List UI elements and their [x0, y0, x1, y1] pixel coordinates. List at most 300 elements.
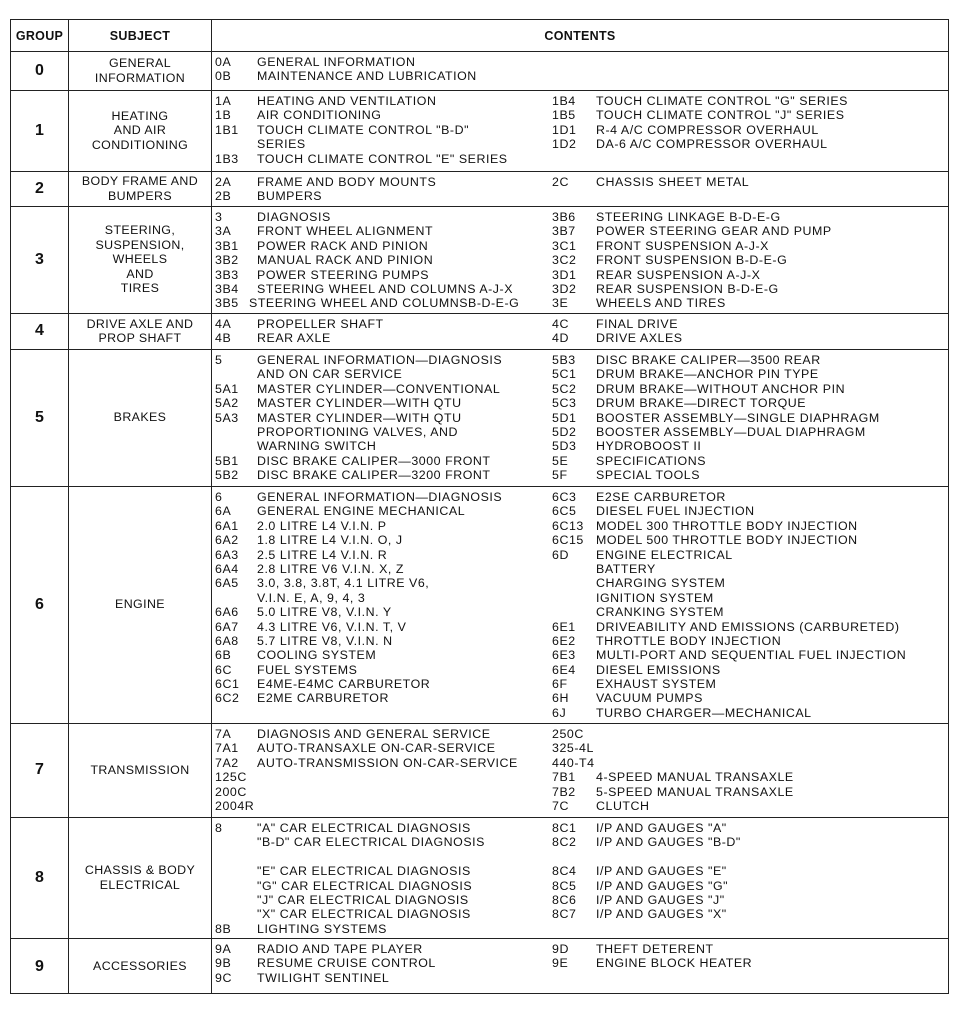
section-title: COOLING SYSTEM: [257, 648, 377, 663]
list-item: [215, 770, 551, 784]
section-title: RESUME CRUISE CONTROL: [257, 956, 436, 971]
group-column-divider: [68, 20, 69, 993]
list-item: [552, 468, 947, 482]
section-code: 9A: [215, 942, 232, 956]
section-title: I/P AND GAUGES "G": [596, 878, 729, 893]
list-item: [215, 907, 551, 921]
section-code: 6E1: [552, 619, 576, 634]
list-item: [552, 663, 947, 677]
section-code: 5A2: [215, 396, 239, 411]
section-title: PROPELLER SHAFT: [257, 317, 384, 331]
list-item: [215, 69, 551, 83]
right-contents-column: [552, 317, 947, 346]
section-code: 6C: [215, 662, 232, 677]
section-code: 3B3: [215, 267, 239, 282]
section-code: 2B: [215, 189, 232, 204]
list-item: [215, 353, 551, 367]
section-title: E4ME-E4MC CARBURETOR: [257, 677, 431, 692]
table-row: [11, 51, 948, 90]
section-title: AIR CONDITIONING: [257, 108, 382, 123]
list-item: [552, 691, 947, 705]
section-code: 6H: [552, 691, 569, 706]
section-code: 440-T4: [552, 755, 595, 770]
left-contents-column: [215, 55, 551, 84]
section-title: FRONT SUSPENSION B-D-E-G: [596, 253, 788, 268]
list-item: [215, 268, 551, 282]
section-code: 5A1: [215, 381, 239, 396]
list-item: [215, 576, 551, 590]
list-item: [215, 942, 551, 956]
section-title: MANUAL RACK AND PINION: [257, 253, 434, 268]
section-code: 4A: [215, 317, 232, 331]
section-code: 5F: [552, 468, 568, 483]
list-item: [215, 850, 551, 864]
table-row: [11, 486, 948, 723]
section-title: 5-SPEED MANUAL TRANSAXLE: [596, 784, 794, 799]
section-title: DIAGNOSIS AND GENERAL SERVICE: [257, 727, 491, 741]
section-code: 8C6: [552, 892, 577, 907]
section-code: 6C13: [552, 518, 584, 533]
section-title: DIAGNOSIS: [257, 210, 331, 224]
section-code: 3E: [552, 296, 569, 311]
section-title: RADIO AND TAPE PLAYER: [257, 942, 423, 956]
section-title: DA-6 A/C COMPRESSOR OVERHAUL: [596, 137, 828, 152]
group-number: 0: [35, 61, 44, 79]
left-contents-column: [215, 353, 551, 483]
section-title: DRIVE AXLES: [596, 331, 683, 346]
section-code: 325-4L: [552, 741, 594, 756]
list-item: [552, 439, 947, 453]
subject-column-divider: [211, 20, 212, 993]
section-code: 1B: [215, 108, 232, 123]
list-item: [552, 519, 947, 533]
header-subject: SUBJECT: [109, 28, 171, 43]
section-code: 6C15: [552, 533, 584, 548]
list-item: [215, 648, 551, 662]
list-item: [552, 864, 947, 878]
list-item: [215, 296, 551, 310]
list-item: [215, 835, 551, 849]
section-title: CHASSIS SHEET METAL: [596, 175, 750, 189]
section-code: 9B: [215, 956, 232, 971]
section-code: 4C: [552, 317, 569, 331]
section-code: 6F: [552, 677, 568, 692]
section-title: DRIVEABILITY AND EMISSIONS (CARBURETED): [596, 619, 900, 634]
section-code: 6J: [552, 705, 567, 720]
section-title: I/P AND GAUGES "B-D": [596, 835, 741, 850]
list-item: [215, 956, 551, 970]
section-title: I/P AND GAUGES "X": [596, 907, 727, 922]
section-code: 5D2: [552, 424, 577, 439]
section-title: R-4 A/C COMPRESSOR OVERHAUL: [596, 122, 819, 137]
section-code: 2004R: [215, 798, 255, 813]
list-item: [215, 282, 551, 296]
list-item: [552, 548, 947, 562]
section-title: 3.0, 3.8, 3.8T, 4.1 LITRE V6,: [257, 576, 430, 591]
section-code: 4B: [215, 331, 232, 346]
list-item: [215, 411, 551, 425]
list-item: [552, 634, 947, 648]
section-code: 4D: [552, 331, 569, 346]
section-code: 6A7: [215, 619, 239, 634]
left-contents-column: [215, 317, 551, 346]
subject-text: ACCESSORIES: [93, 959, 187, 974]
list-item: [552, 411, 947, 425]
left-contents-column: [215, 210, 551, 311]
right-contents-column: [552, 175, 947, 189]
list-item: [215, 396, 551, 410]
list-item: [552, 94, 947, 108]
section-code: 5: [215, 353, 223, 367]
list-item: [215, 519, 551, 533]
section-code: 8C2: [552, 835, 577, 850]
section-code: 0B: [215, 69, 232, 84]
section-code: 6A6: [215, 605, 239, 620]
section-title: MODEL 300 THROTTLE BODY INJECTION: [596, 518, 858, 533]
subject-text: BRAKES: [113, 410, 167, 425]
list-item: [552, 562, 947, 576]
section-title: TWILIGHT SENTINEL: [257, 970, 390, 985]
section-code: 0A: [215, 55, 232, 69]
section-title: "J" CAR ELECTRICAL DIAGNOSIS: [257, 892, 469, 907]
subject-text: CHASSIS & BODY ELECTRICAL: [84, 863, 196, 892]
section-title: REAR SUSPENSION A-J-X: [596, 267, 761, 282]
section-code: 5C1: [552, 367, 577, 382]
section-code: 7A: [215, 727, 232, 741]
list-item: [552, 770, 947, 784]
section-code: 6C1: [215, 677, 240, 692]
section-code: 6E3: [552, 648, 576, 663]
list-item: [552, 123, 947, 137]
table-row: [11, 349, 948, 486]
section-title: TURBO CHARGER—MECHANICAL: [596, 705, 812, 720]
section-title: BUMPERS: [257, 189, 323, 204]
section-code: 5B3: [552, 353, 576, 367]
section-title: "A" CAR ELECTRICAL DIAGNOSIS: [257, 821, 471, 835]
subject-text: HEATING AND AIR CONDITIONING: [91, 108, 189, 152]
section-title: "G" CAR ELECTRICAL DIAGNOSIS: [257, 878, 473, 893]
section-title: REAR AXLE: [257, 331, 331, 346]
subject-cell: [69, 90, 211, 171]
right-contents-column: [552, 490, 947, 720]
section-title: E2ME CARBURETOR: [257, 691, 389, 706]
left-contents-column: [215, 727, 551, 813]
subject-text: DRIVE AXLE AND PROP SHAFT: [86, 316, 194, 345]
table-row: [11, 723, 948, 817]
list-item: [552, 907, 947, 921]
list-item: [215, 785, 551, 799]
section-code: 6D: [552, 547, 569, 562]
list-item: [215, 490, 551, 504]
list-item: [215, 591, 551, 605]
section-code: 125C: [215, 770, 247, 785]
list-item: [552, 879, 947, 893]
subject-cell: [69, 171, 211, 206]
list-item: [552, 224, 947, 238]
section-code: 7B1: [552, 770, 576, 785]
section-title: CRANKING SYSTEM: [596, 605, 725, 620]
subject-cell: [69, 313, 211, 349]
section-code: 3B2: [215, 253, 239, 268]
list-item: [215, 175, 551, 189]
list-item: [215, 821, 551, 835]
list-item: [215, 879, 551, 893]
section-title: 4.3 LITRE V6, V.I.N. T, V: [257, 619, 407, 634]
section-title: DISC BRAKE CALIPER—3200 FRONT: [257, 468, 491, 483]
list-item: [215, 425, 551, 439]
section-code: 8C1: [552, 821, 577, 835]
list-item: [552, 821, 947, 835]
list-item: [215, 756, 551, 770]
section-code: 3B4: [215, 281, 239, 296]
list-item: [552, 504, 947, 518]
list-item: [215, 893, 551, 907]
section-title: SPECIAL TOOLS: [596, 468, 701, 483]
section-title: STEERING WHEEL AND COLUMNS A-J-X: [257, 281, 514, 296]
list-item: [552, 727, 947, 741]
list-item: [215, 922, 551, 936]
section-title: VACUUM PUMPS: [596, 691, 703, 706]
list-item: [552, 850, 947, 864]
section-code: 3B5: [215, 296, 239, 311]
section-code: 5E: [552, 453, 569, 468]
section-title: 5.0 LITRE V8, V.I.N. Y: [257, 605, 392, 620]
section-title: 4-SPEED MANUAL TRANSAXLE: [596, 770, 794, 785]
section-title: WARNING SWITCH: [257, 439, 377, 454]
right-contents-column: [552, 353, 947, 483]
section-code: 1D1: [552, 122, 577, 137]
list-item: [552, 268, 947, 282]
list-item: [552, 835, 947, 849]
section-title: GENERAL INFORMATION: [257, 55, 416, 69]
contents-table: [10, 19, 949, 994]
list-item: [215, 367, 551, 381]
section-code: 3: [215, 210, 223, 224]
section-title: TOUCH CLIMATE CONTROL "G" SERIES: [596, 94, 848, 108]
list-item: [215, 504, 551, 518]
section-code: 6A: [215, 504, 232, 519]
list-item: [215, 741, 551, 755]
section-code: 3B1: [215, 238, 239, 253]
list-item: [215, 239, 551, 253]
section-title: TOUCH CLIMATE CONTROL "J" SERIES: [596, 108, 845, 123]
list-item: [552, 210, 947, 224]
section-title: STEERING LINKAGE B-D-E-G: [596, 210, 781, 224]
subject-cell: [69, 206, 211, 313]
group-number: 2: [35, 179, 44, 197]
section-code: 5D1: [552, 410, 577, 425]
section-title: HYDROBOOST II: [596, 439, 702, 454]
section-code: 6A1: [215, 518, 239, 533]
header-group: GROUP: [15, 28, 64, 43]
section-title: DIESEL EMISSIONS: [596, 662, 721, 677]
right-contents-column: [552, 210, 947, 311]
list-item: [215, 468, 551, 482]
list-item: [552, 576, 947, 590]
section-code: 8: [215, 821, 223, 835]
section-title: ENGINE ELECTRICAL: [596, 547, 733, 562]
list-item: [552, 108, 947, 122]
table-row: [11, 938, 948, 995]
left-contents-column: [215, 490, 551, 706]
section-code: 6E4: [552, 662, 576, 677]
section-code: 6A5: [215, 576, 239, 591]
section-code: 2A: [215, 175, 232, 189]
section-title: IGNITION SYSTEM: [596, 590, 714, 605]
section-title: FRONT SUSPENSION A-J-X: [596, 238, 769, 253]
section-title: POWER RACK AND PINION: [257, 238, 429, 253]
group-number: 4: [35, 322, 44, 339]
section-code: 3C2: [552, 253, 577, 268]
section-title: FRONT WHEEL ALIGNMENT: [257, 224, 434, 239]
section-code: 1B5: [552, 108, 576, 123]
section-title: 2.0 LITRE L4 V.I.N. P: [257, 518, 387, 533]
section-code: 6C3: [552, 490, 577, 504]
section-title: TOUCH CLIMATE CONTROL "E" SERIES: [257, 151, 508, 166]
list-item: [552, 296, 947, 310]
section-title: MAINTENANCE AND LUBRICATION: [257, 69, 477, 84]
table-row: [11, 90, 948, 171]
table-row: [11, 817, 948, 938]
section-title: HEATING AND VENTILATION: [257, 94, 437, 108]
section-title: GENERAL INFORMATION—DIAGNOSIS: [257, 353, 503, 367]
subject-cell: [69, 51, 211, 90]
group-number: 1: [35, 121, 44, 139]
section-title: FUEL SYSTEMS: [257, 662, 358, 677]
header-contents: CONTENTS: [544, 28, 616, 43]
section-code: 5D3: [552, 439, 577, 454]
section-title: SPECIFICATIONS: [596, 453, 707, 468]
list-item: [552, 893, 947, 907]
section-title: ENGINE BLOCK HEATER: [596, 956, 753, 971]
section-code: 250C: [552, 727, 584, 741]
section-code: 7A1: [215, 741, 239, 756]
group-number: 3: [35, 250, 44, 268]
list-item: [552, 367, 947, 381]
subject-cell: [69, 817, 211, 938]
section-code: 2C: [552, 175, 569, 189]
section-title: POWER STEERING PUMPS: [257, 267, 430, 282]
section-title: "X" CAR ELECTRICAL DIAGNOSIS: [257, 907, 471, 922]
section-title: REAR SUSPENSION B-D-E-G: [596, 281, 779, 296]
list-item: [552, 605, 947, 619]
list-item: [215, 317, 551, 331]
group-number: 9: [35, 957, 44, 975]
list-item: [215, 620, 551, 634]
list-item: [215, 439, 551, 453]
list-item: [552, 741, 947, 755]
left-contents-column: [215, 942, 551, 985]
section-title: GENERAL INFORMATION—DIAGNOSIS: [257, 490, 503, 504]
section-code: 3D1: [552, 267, 577, 282]
section-title: POWER STEERING GEAR AND PUMP: [596, 224, 832, 239]
section-code: 6A3: [215, 547, 239, 562]
list-item: [552, 677, 947, 691]
right-contents-column: [552, 821, 947, 922]
table-row: [11, 313, 948, 349]
section-title: V.I.N. E, A, 9, 4, 3: [257, 590, 366, 605]
section-title: EXHAUST SYSTEM: [596, 677, 717, 692]
list-item: [552, 454, 947, 468]
section-code: 7B2: [552, 784, 576, 799]
section-title: MASTER CYLINDER—WITH QTU: [257, 410, 462, 425]
table-row: [11, 171, 948, 206]
section-title: THROTTLE BODY INJECTION: [596, 633, 782, 648]
section-code: 5B1: [215, 453, 239, 468]
section-title: SERIES: [257, 137, 306, 152]
list-item: [552, 706, 947, 720]
section-title: BOOSTER ASSEMBLY—DUAL DIAPHRAGM: [596, 424, 866, 439]
section-code: 5B2: [215, 468, 239, 483]
section-code: 1B3: [215, 151, 239, 166]
list-item: [552, 648, 947, 662]
group-number: 8: [35, 868, 44, 886]
section-title: DRUM BRAKE—DIRECT TORQUE: [596, 396, 807, 411]
list-item: [215, 152, 551, 166]
section-title: 2.8 LITRE V6 V.I.N. X, Z: [257, 561, 405, 576]
section-title: MASTER CYLINDER—WITH QTU: [257, 396, 462, 411]
list-item: [552, 942, 947, 956]
section-title: FRAME AND BODY MOUNTS: [257, 175, 437, 189]
section-code: 8C7: [552, 907, 577, 922]
list-item: [215, 224, 551, 238]
section-code: 6C5: [552, 504, 577, 519]
section-code: 1B1: [215, 122, 239, 137]
section-code: 5A3: [215, 410, 239, 425]
list-item: [552, 331, 947, 345]
list-item: [215, 123, 551, 137]
list-item: [552, 239, 947, 253]
section-title: TOUCH CLIMATE CONTROL "B-D": [257, 122, 470, 137]
section-title: MULTI-PORT AND SEQUENTIAL FUEL INJECTION: [596, 648, 907, 663]
section-code: 3B6: [552, 210, 576, 224]
list-item: [552, 382, 947, 396]
section-code: 5C2: [552, 381, 577, 396]
list-item: [215, 677, 551, 691]
section-code: 9C: [215, 970, 232, 985]
section-code: 9D: [552, 942, 569, 956]
section-code: 3C1: [552, 238, 577, 253]
section-title: 2.5 LITRE L4 V.I.N. R: [257, 547, 388, 562]
subject-cell: [69, 486, 211, 723]
section-title: DISC BRAKE CALIPER—3500 REAR: [596, 353, 821, 367]
section-code: 8C5: [552, 878, 577, 893]
section-code: 6E2: [552, 633, 576, 648]
section-code: 1B4: [552, 94, 576, 108]
list-item: [215, 108, 551, 122]
section-code: 1A: [215, 94, 232, 108]
list-item: [552, 282, 947, 296]
list-item: [215, 55, 551, 69]
left-contents-column: [215, 94, 551, 166]
section-title: BOOSTER ASSEMBLY—SINGLE DIAPHRAGM: [596, 410, 880, 425]
list-item: [552, 785, 947, 799]
section-code: 7C: [552, 798, 569, 813]
table-row: [11, 206, 948, 313]
list-item: [215, 137, 551, 151]
list-item: [215, 864, 551, 878]
subject-text: GENERAL INFORMATION: [94, 56, 186, 85]
section-title: THEFT DETERENT: [596, 942, 714, 956]
subject-cell: [69, 938, 211, 995]
list-item: [552, 253, 947, 267]
section-code: 6A8: [215, 633, 239, 648]
group-number: 6: [35, 595, 44, 613]
section-title: CHARGING SYSTEM: [596, 576, 726, 591]
right-contents-column: [552, 727, 947, 813]
section-title: AUTO-TRANSAXLE ON-CAR-SERVICE: [257, 741, 496, 756]
subject-text: TRANSMISSION: [90, 762, 190, 777]
